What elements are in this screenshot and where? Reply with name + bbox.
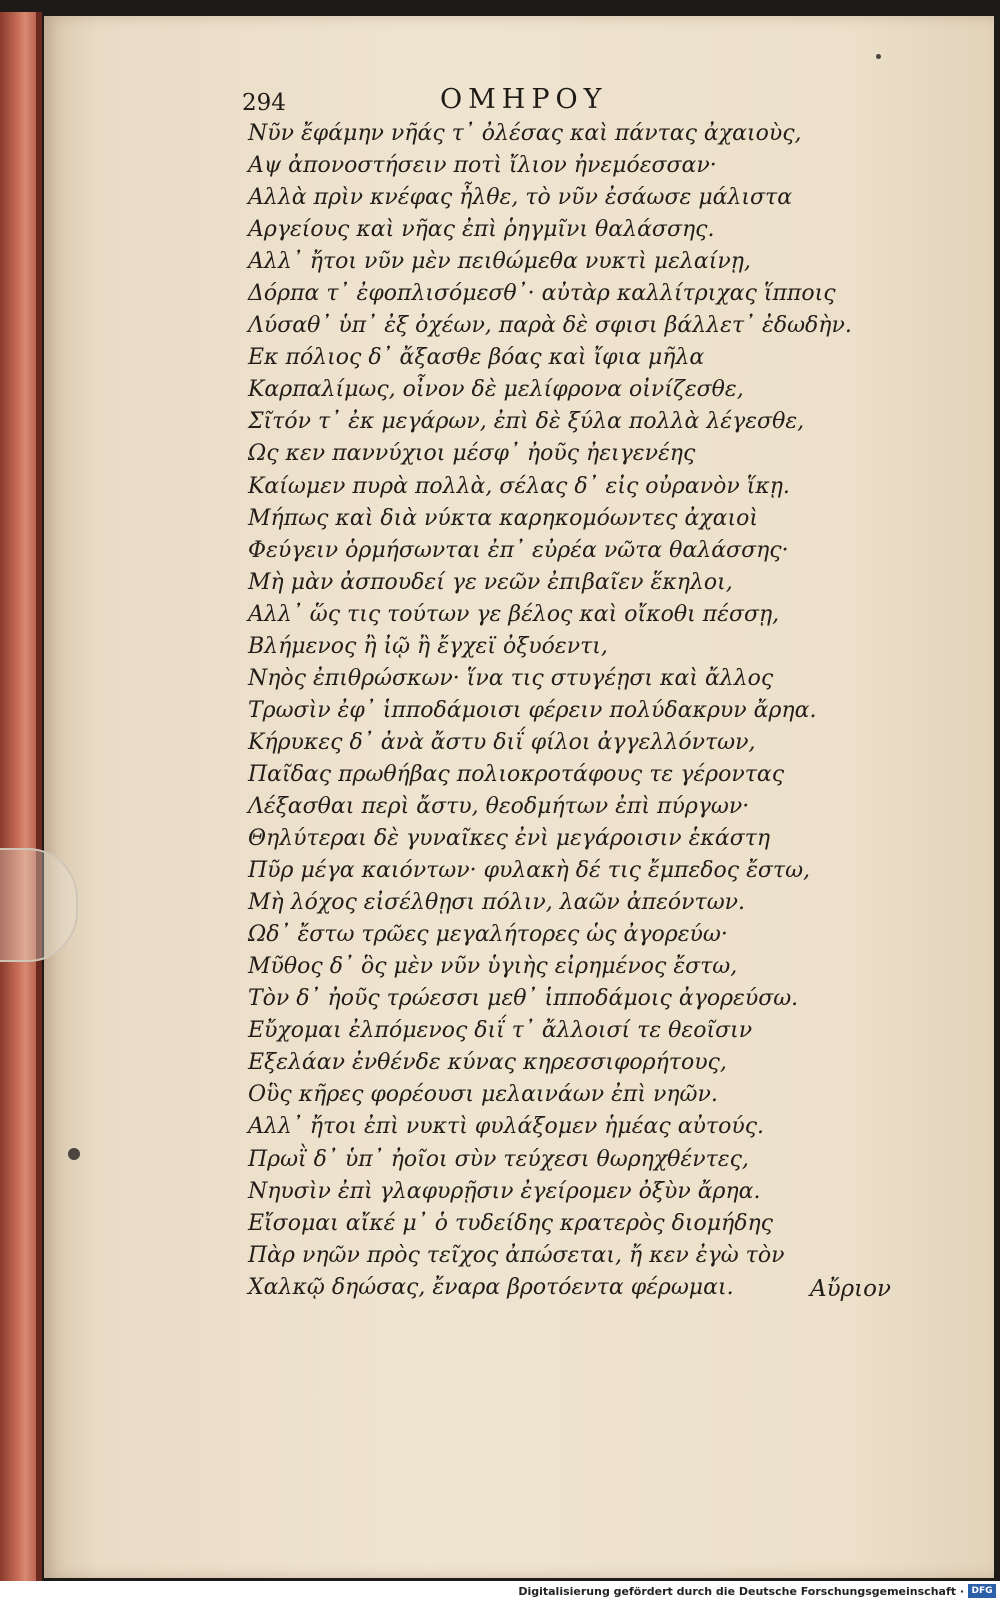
- verse-line: Εἴσομαι αἴκέ μ᾽ ὁ τυδείδης κρατερὸς διομήδης: [248, 1210, 773, 1236]
- dfg-logo: DFG: [968, 1584, 996, 1598]
- verse-line: Νηυσὶν ἐπὶ γλαφυρῇσιν ἐγείρομεν ὀξὺν ἄρηα.: [248, 1178, 761, 1204]
- verse-line: Πρωῒ δ᾽ ὑπ᾽ ἠοῖοι σὺν τεύχεσι θωρηχθέντες,: [248, 1146, 749, 1172]
- verse-line: Λύσαθ᾽ ὑπ᾽ ἐξ ὀχέων, παρὰ δὲ σφισι βάλλετ᾽ ἐδωδὴν.: [248, 313, 852, 339]
- verse-line: Αλλ᾽ ἤτοι ἐπὶ νυκτὶ φυλάξομεν ἡμέας αὐτούς.: [248, 1114, 765, 1140]
- verse-line: Εκ πόλιος δ᾽ ἄξασθε βόας καὶ ἴφια μῆλα: [248, 345, 705, 371]
- verse-line: Αλλὰ πρὶν κνέφας ἦλθε, τὸ νῦν ἐσάωσε μάλιστα: [248, 185, 793, 211]
- verse-line: Χαλκῷ δηώσας, ἔναρα βροτόεντα φέρωμαι.: [248, 1274, 734, 1300]
- verse-line: Βλήμενος ἢ ἰῷ ἢ ἔγχεϊ ὀξυόεντι,: [248, 633, 608, 659]
- verse-line: Μὴ λόχος εἰσέλθῃσι πόλιν, λαῶν ἀπεόντων.: [248, 890, 745, 916]
- verse-line: Μήπως καὶ διὰ νύκτα καρηκομόωντες ἀχαιοὶ: [248, 505, 758, 531]
- verse-line: Πῦρ μέγα καιόντων· φυλακὴ δέ τις ἔμπεδος ἔστω,: [248, 858, 811, 884]
- verse-line: Λέξασθαι περὶ ἄστυ, θεοδμήτων ἐπὶ πύργων·: [248, 793, 750, 819]
- verse-line: Παῖδας πρωθήβας πολιοκροτάφους τε γέροντας: [248, 761, 785, 787]
- verse-line: Ως κεν παννύχιοι μέσφ᾽ ἠοῦς ἠειγενέης: [248, 441, 696, 467]
- verse-line: Ωδ᾽ ἔστω τρῶες μεγαλήτορες ὡς ἀγορεύω·: [248, 922, 728, 948]
- verse-list: [248, 118, 908, 1304]
- ink-speck: [876, 54, 881, 59]
- verse-line: Δόρπα τ᾽ ἐφοπλισόμεσθ᾽· αὐτὰρ καλλίτριχας ἵπποις: [248, 281, 836, 307]
- running-head: ΟΜΗΡΟΥ: [440, 84, 608, 115]
- catchword: Αὔριον: [810, 1276, 891, 1302]
- page-number: 294: [242, 90, 286, 116]
- verse-line: Αψ ἀπονοστήσειν ποτὶ ἴλιον ἠνεμόεσσαν·: [248, 153, 717, 179]
- verse-line: Κήρυκες δ᾽ ἀνὰ ἄστυ διΐ φίλοι ἀγγελλόντων,: [248, 729, 756, 755]
- verse-line: Οὓς κῆρες φορέουσι μελαινάων ἐπὶ νηῶν.: [248, 1082, 718, 1108]
- verse-line: Νῦν ἔφάμην νῆάς τ᾽ ὀλέσας καὶ πάντας ἀχαιοὺς,: [248, 121, 802, 146]
- verse-line: Θηλύτεραι δὲ γυναῖκες ἐνὶ μεγάροισιν ἑκάστη: [248, 826, 771, 852]
- verse-line: Μῦθος δ᾽ ὃς μὲν νῦν ὑγιὴς εἰρημένος ἔστω,: [248, 954, 738, 980]
- verse-line: Αλλ᾽ ὥς τις τούτων γε βέλος καὶ οἴκοθι πέσσῃ,: [248, 601, 780, 627]
- verse-line: Καίωμεν πυρὰ πολλὰ, σέλας δ᾽ εἰς οὐρανὸν ἵκῃ.: [248, 473, 790, 499]
- verse-line: Αργείους καὶ νῆας ἐπὶ ῥηγμῖνι θαλάσσης.: [248, 217, 715, 243]
- verse-line: Εὔχομαι ἐλπόμενος διΐ τ᾽ ἄλλοισί τε θεοῖσιν: [248, 1018, 753, 1044]
- verse-line: Καρπαλίμως, οἶνον δὲ μελίφρονα οἰνίζεσθε,: [248, 377, 744, 403]
- verse-line: Νηὸς ἐπιθρώσκων· ἵνα τις στυγέῃσι καὶ ἄλλος: [248, 665, 774, 691]
- book-edge: [0, 12, 42, 1582]
- verse-line: Τρωσὶν ἐφ᾽ ἱπποδάμοισι φέρειν πολύδακρυν ἄρηα.: [248, 697, 817, 723]
- verse-line: Αλλ᾽ ἤτοι νῦν μὲν πειθώμεθα νυκτὶ μελαίνῃ,: [248, 249, 751, 275]
- verse-line: Εξελάαν ἐνθένδε κύνας κηρεσσιφορήτους,: [248, 1050, 727, 1076]
- verse-line: Σῖτόν τ᾽ ἐκ μεγάρων, ἐπὶ δὲ ξύλα πολλὰ λέγεσθε,: [248, 409, 805, 435]
- verse-line: Τὸν δ᾽ ἠοῦς τρώεσσι μεθ᾽ ἱπποδάμοις ἀγορεύσω.: [248, 986, 799, 1012]
- verse-line: Μὴ μὰν ἀσπουδεί γε νεῶν ἐπιβαῖεν ἕκηλοι,: [248, 569, 733, 595]
- footer-credit: Digitalisierung gefördert durch die Deutsche Forschungsgemeinschaft ·: [518, 1585, 964, 1598]
- ink-speck: [68, 1148, 80, 1160]
- verse-line: Πὰρ νηῶν πρὸς τεῖχος ἀπώσεται, ἤ κεν ἐγὼ τὸν: [248, 1242, 785, 1268]
- verse-line: Φεύγειν ὁρμήσωνται ἐπ᾽ εὐρέα νῶτα θαλάσσης·: [248, 537, 789, 563]
- footer-bar: [0, 1581, 1000, 1601]
